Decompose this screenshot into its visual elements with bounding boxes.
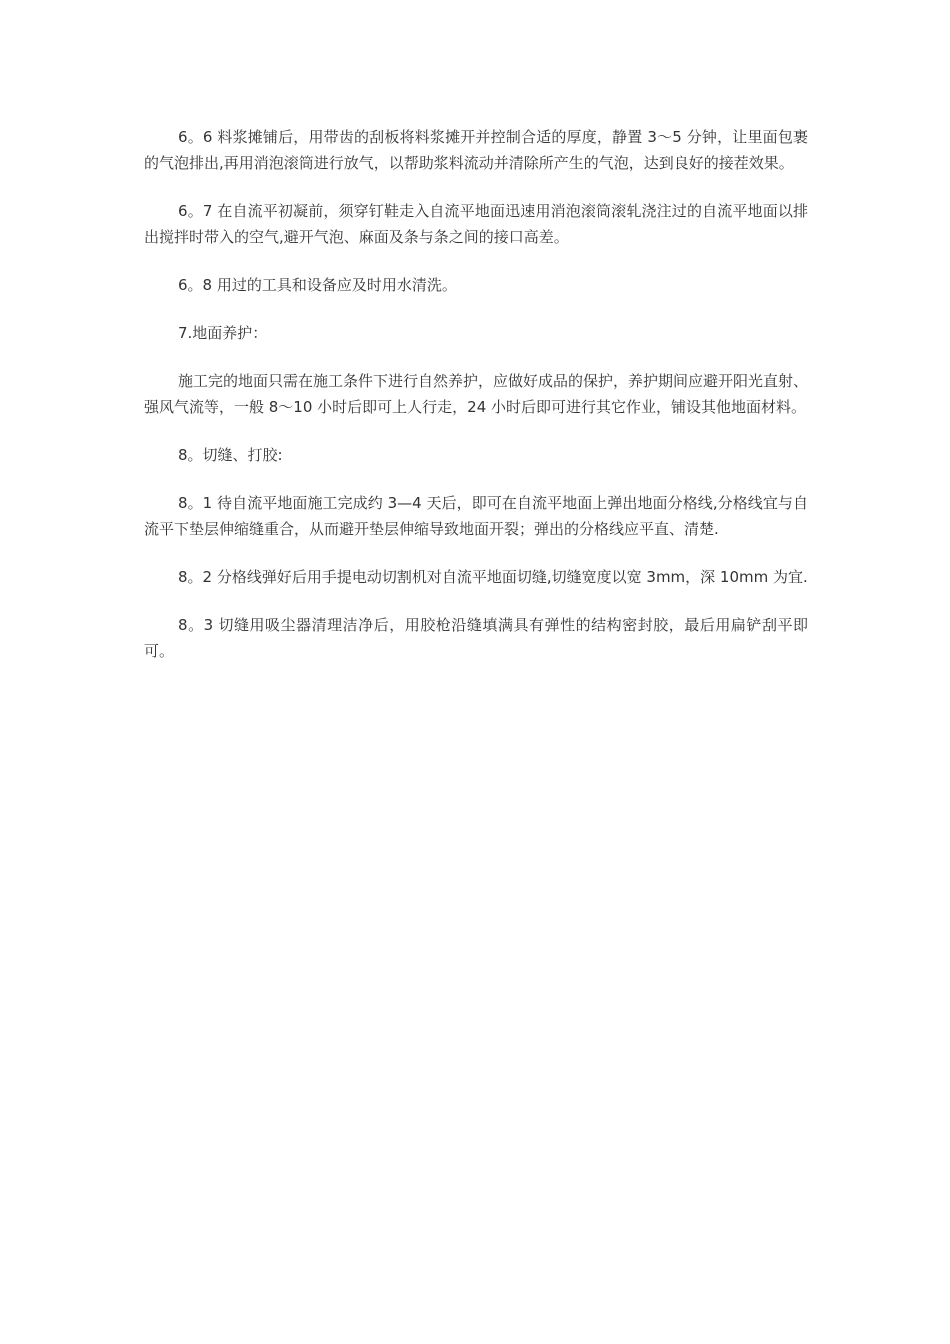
paragraph-6-7: 6。7 在自流平初凝前，须穿钉鞋走入自流平地面迅速用消泡滚筒滚轧浇注过的自流平地面以排出搅拌时带入的空气,避开气泡、麻面及条与条之间的接口高差。 [144,202,808,246]
paragraph-8-3: 8。3 切缝用吸尘器清理洁净后，用胶枪沿缝填满具有弹性的结构密封胶，最后用扁铲刮平即可。 [144,616,808,660]
paragraph-8-2: 8。2 分格线弹好后用手提电动切割机对自流平地面切缝,切缝宽度以宽 3mm，深 10mm 为宜. [178,568,808,586]
paragraph-7-body: 施工完的地面只需在施工条件下进行自然养护，应做好成品的保护，养护期间应避开阳光直射、强风气流等，一般 8～10 小时后即可上人行走，24 小时后即可进行其它作业，铺设其他地面材料。 [144,372,809,416]
paragraph-8-1: 8。1 待自流平地面施工完成约 3—4 天后，即可在自流平地面上弹出地面分格线,分格线宜与自流平下垫层伸缩缝重合，从而避开垫层伸缩导致地面开裂；弹出的分格线应平直、清楚. [144,494,808,538]
paragraph-6-8: 6。8 用过的工具和设备应及时用水清洗。 [178,276,457,294]
paragraph-6-6: 6。6 料浆摊铺后，用带齿的刮板将料浆摊开并控制合适的厚度，静置 3～5 分钟，让里面包裹的气泡排出,再用消泡滚筒进行放气，以帮助浆料流动并清除所产生的气泡，达到良好的接茬效果。 [144,128,808,172]
document-body [144,124,808,686]
section-heading-7: 7.地面养护： [178,324,268,342]
section-heading-8: 8。切缝、打胶: [178,446,283,464]
